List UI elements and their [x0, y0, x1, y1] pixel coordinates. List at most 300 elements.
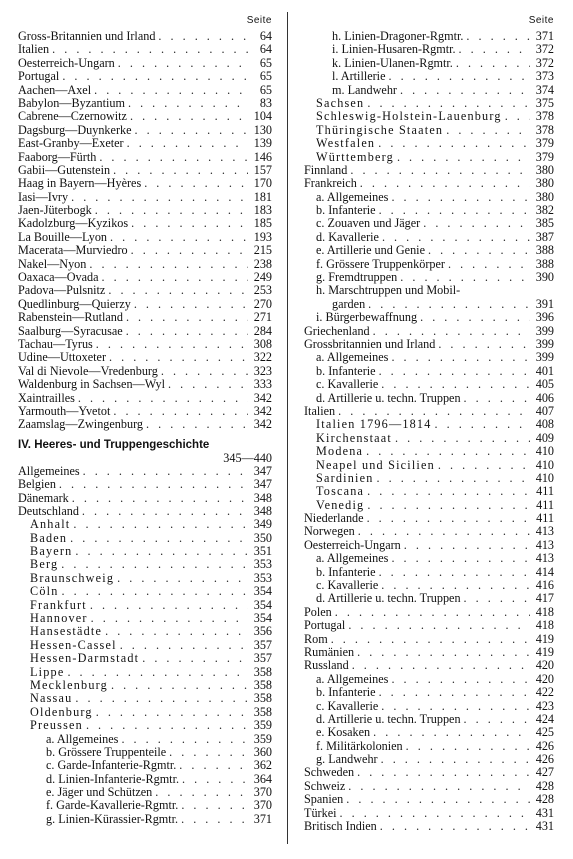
dot-leader	[125, 97, 248, 110]
dot-leader	[91, 84, 248, 97]
dot-leader	[178, 799, 248, 812]
entry-label: e. Jäger und Schützen	[46, 785, 153, 800]
dot-leader	[110, 405, 248, 418]
entry-label: Mecklenburg	[30, 677, 108, 692]
dot-leader	[328, 633, 530, 646]
index-entry	[304, 110, 554, 123]
entry-label: Gross-Britannien und Irland	[18, 29, 156, 43]
entry-page-number: 396	[535, 310, 554, 325]
entry-page-number: 371	[253, 811, 272, 826]
entry-label: Cabrene—Czernowitz	[18, 109, 127, 124]
entry-page-number: 370	[253, 798, 272, 813]
entry-page-number: 424	[535, 711, 554, 726]
entry-label: Sardinien	[316, 470, 374, 485]
dot-leader	[80, 465, 248, 478]
entry-page-number: 348	[253, 490, 272, 505]
index-entry	[18, 478, 272, 491]
entry-label: Venedig	[316, 497, 365, 512]
index-entry	[304, 646, 554, 659]
entry-label: g. Fremdtruppen	[316, 270, 398, 285]
entry-page-number: 146	[253, 149, 272, 164]
dot-leader	[87, 599, 248, 612]
entry-label: Val di Nievole—Vredenburg	[18, 363, 158, 378]
entry-label: g. Linien-Kürassier-Rgmtr.	[46, 811, 179, 826]
entry-page-number: 405	[535, 377, 554, 392]
entry-label: Deutschland	[18, 503, 79, 518]
entry-page-number: 130	[253, 122, 272, 137]
index-entry	[304, 445, 554, 458]
index-entry	[18, 813, 272, 826]
dot-leader	[376, 686, 530, 699]
entry-page-number: 342	[253, 403, 272, 418]
dot-leader	[49, 43, 248, 56]
entry-page-number: 238	[253, 256, 272, 271]
dot-leader	[364, 97, 530, 110]
index-entry	[304, 258, 554, 271]
entry-label: Aachen—Axel	[18, 82, 92, 97]
entry-label: f. Grössere Truppenkörper	[316, 256, 445, 271]
entry-page-number: 64	[259, 42, 272, 57]
entry-page-number: 378	[535, 122, 554, 137]
entry-page-number: 348	[253, 503, 272, 518]
index-entry	[18, 612, 272, 625]
entry-page-number: 372	[535, 42, 554, 57]
entry-label: Oesterreich-Ungarn	[18, 55, 115, 70]
dot-leader	[345, 619, 530, 632]
entry-page-number: 358	[253, 691, 272, 706]
dot-leader	[105, 284, 248, 297]
index-entry	[18, 492, 272, 505]
dot-leader	[357, 177, 530, 190]
dot-leader	[347, 164, 530, 177]
entry-label: Britisch Indien	[304, 819, 377, 834]
dot-leader	[117, 639, 248, 652]
entry-page-number: 427	[535, 765, 554, 780]
dot-leader	[463, 30, 530, 43]
dot-leader	[102, 625, 248, 638]
entry-label: Tachau—Tyrus	[18, 336, 93, 351]
entry-page-number: 322	[253, 350, 272, 365]
entry-label: Toscana	[316, 484, 365, 499]
index-entry	[304, 606, 554, 619]
entry-page-number: 413	[535, 537, 554, 552]
index-entry	[18, 351, 272, 364]
entry-label: f. Militärkolonien	[316, 738, 403, 753]
index-entry	[18, 773, 272, 786]
dot-leader	[88, 612, 248, 625]
entry-label: Faaborg—Fürth	[18, 149, 97, 164]
entry-page-number: 380	[535, 162, 554, 177]
index-entry	[18, 599, 272, 612]
index-entry	[304, 552, 554, 565]
dot-leader	[335, 405, 530, 418]
entry-page-number: 425	[535, 725, 554, 740]
entry-page-number: 399	[535, 336, 554, 351]
dot-leader	[388, 552, 530, 565]
entry-page-number: 420	[535, 658, 554, 673]
dot-leader	[123, 325, 248, 338]
entry-label: Finnland	[304, 162, 348, 177]
entry-page-number: 362	[253, 758, 272, 773]
entry-page-number: 379	[535, 149, 554, 164]
index-entry	[18, 43, 272, 56]
entry-label: d. Artillerie u. techn. Truppen	[316, 711, 461, 726]
entry-label: Cöln	[30, 584, 59, 599]
entry-page-number: 399	[535, 323, 554, 338]
dot-leader	[435, 338, 530, 351]
entry-page-number: 428	[535, 792, 554, 807]
entry-label: Westfalen	[316, 136, 376, 151]
entry-label: k. Linien-Ulanen-Rgmtr.	[332, 55, 453, 70]
entry-page-number: 380	[535, 176, 554, 191]
dot-leader	[445, 258, 530, 271]
entry-page-number: 349	[253, 517, 272, 532]
entry-label: d. Kavallerie	[316, 229, 379, 244]
entry-page-number: 356	[253, 624, 272, 639]
index-entry	[304, 659, 554, 672]
entry-page-number: 215	[253, 243, 272, 258]
index-entry	[18, 692, 272, 705]
entry-label: b. Infanterie	[316, 363, 376, 378]
entry-label: Xaintrailles	[18, 390, 75, 405]
dot-leader	[83, 719, 248, 732]
entry-label: Hessen-Darmstadt	[30, 651, 140, 666]
entry-page-number: 378	[535, 109, 554, 124]
entry-page-number: 420	[535, 671, 554, 686]
index-entry	[304, 499, 554, 512]
index-entry	[18, 137, 272, 150]
dot-leader	[92, 204, 248, 217]
dot-leader	[132, 124, 248, 137]
dot-leader	[370, 726, 530, 739]
section-page-range: 345—440	[223, 450, 272, 465]
index-entry	[18, 759, 272, 772]
index-entry	[304, 351, 554, 364]
index-entry	[304, 97, 554, 110]
index-entry	[18, 733, 272, 746]
entry-page-number: 418	[535, 604, 554, 619]
dot-leader	[401, 539, 530, 552]
dot-leader	[158, 365, 248, 378]
dot-leader	[394, 151, 530, 164]
index-entry	[18, 572, 272, 585]
entry-page-number: 342	[253, 417, 272, 432]
entry-label: Allgemeines	[18, 463, 80, 478]
dot-leader	[106, 351, 248, 364]
dot-leader	[443, 124, 530, 137]
entry-page-number: 416	[535, 578, 554, 593]
entry-label: Iasi—Ivry	[18, 189, 69, 204]
entry-label: Württemberg	[316, 149, 394, 164]
dot-leader	[397, 271, 530, 284]
entry-label: Thüringische Staaten	[316, 122, 444, 137]
entry-page-number: 353	[253, 557, 272, 572]
entry-label: i. Linien-Husaren-Rgmtr.	[332, 42, 456, 57]
index-entry	[304, 619, 554, 632]
index-entry	[18, 465, 272, 478]
dot-leader	[364, 499, 530, 512]
entry-label: Türkei	[304, 805, 337, 820]
index-entry	[304, 164, 554, 177]
entry-page-number: 185	[253, 216, 272, 231]
entry-page-number: 181	[253, 189, 272, 204]
dot-leader	[378, 378, 530, 391]
entry-label: Rabenstein—Rutland	[18, 310, 123, 325]
entry-label: d. Artillerie u. techn. Truppen	[316, 591, 461, 606]
dot-leader	[417, 311, 530, 324]
entry-label: Griechenland	[304, 323, 370, 338]
entry-page-number: 253	[253, 283, 272, 298]
index-entry	[18, 151, 272, 164]
index-entry	[18, 244, 272, 257]
entry-label: Italien	[304, 403, 336, 418]
dot-leader	[70, 518, 248, 531]
column-divider	[287, 12, 288, 844]
entry-label: Oaxaca—Ovada	[18, 270, 99, 285]
dot-leader	[370, 325, 530, 338]
entry-label: m. Landwehr	[332, 82, 397, 97]
entry-label: Waldenburg in Sachsen—Wyl	[18, 377, 165, 392]
index-entry	[304, 231, 554, 244]
entry-page-number: 390	[535, 270, 554, 285]
entry-label: Berg	[30, 557, 59, 572]
index-entry	[18, 191, 272, 204]
dot-leader	[365, 298, 530, 311]
index-entry	[18, 164, 272, 177]
entry-label: c. Kavallerie	[316, 377, 379, 392]
dot-leader	[56, 478, 248, 491]
entry-page-number: 401	[535, 363, 554, 378]
entry-label: Schleswig-Holstein-Lauenburg	[316, 109, 502, 124]
entry-page-number: 350	[253, 530, 272, 545]
index-entry	[18, 392, 272, 405]
entry-label: h. Marschtruppen und Mobil-	[316, 283, 461, 298]
entry-page-number: 323	[253, 363, 272, 378]
index-entry	[304, 686, 554, 699]
entry-page-number: 431	[535, 805, 554, 820]
entry-page-number: 347	[253, 463, 272, 478]
entry-label: Oesterreich-Ungarn	[304, 537, 401, 552]
dot-leader	[124, 137, 248, 150]
entry-label: Polen	[304, 604, 332, 619]
dot-leader	[378, 700, 530, 713]
index-entry	[304, 539, 554, 552]
entry-label: c. Garde-Infanterie-Rgmtr.	[46, 758, 177, 773]
dot-leader	[139, 652, 248, 665]
index-entry	[18, 746, 272, 759]
index-entry	[304, 177, 554, 190]
entry-label: Nakel—Nyon	[18, 256, 87, 271]
dot-leader	[69, 492, 248, 505]
entry-label: d. Linien-Infanterie-Rgmtr.	[46, 771, 180, 786]
entry-page-number: 388	[535, 243, 554, 258]
entry-page-number: 411	[536, 511, 554, 526]
index-entry	[18, 325, 272, 338]
entry-label: La Bouille—Lyon	[18, 229, 108, 244]
entry-page-number: 358	[253, 664, 272, 679]
entry-page-number: 364	[253, 771, 272, 786]
entry-page-number: 372	[535, 55, 554, 70]
entry-page-number: 65	[259, 69, 272, 84]
index-entry	[18, 518, 272, 531]
dot-leader	[155, 30, 248, 43]
index-entry	[304, 244, 554, 257]
entry-page-number: 357	[253, 651, 272, 666]
index-entry	[18, 625, 272, 638]
index-entry	[304, 137, 554, 150]
entry-label: East-Granby—Exeter	[18, 136, 124, 151]
entry-label: Dagsburg—Duynkerke	[18, 122, 132, 137]
index-entry	[18, 719, 272, 732]
entry-page-number: 183	[253, 203, 272, 218]
entry-page-number: 65	[259, 82, 272, 97]
dot-leader	[178, 813, 248, 826]
index-entry	[18, 57, 272, 70]
dot-leader	[403, 740, 530, 753]
dot-leader	[86, 258, 248, 271]
index-entry	[304, 70, 554, 83]
index-entry	[304, 793, 554, 806]
dot-leader	[165, 378, 248, 391]
dot-leader	[67, 532, 248, 545]
entry-page-number: 308	[253, 336, 272, 351]
dot-leader	[375, 137, 530, 150]
index-entry	[304, 713, 554, 726]
index-entry	[304, 271, 554, 284]
entry-label: Hansestädte	[30, 624, 103, 639]
index-entry	[304, 418, 554, 431]
index-entry	[18, 217, 272, 230]
index-entry	[304, 217, 554, 230]
entry-label: Macerata—Murviedro	[18, 243, 128, 258]
index-entry	[304, 284, 554, 297]
dot-leader	[93, 706, 248, 719]
entry-label: a. Allgemeines	[316, 551, 389, 566]
entry-label: Quedlinburg—Quierzy	[18, 296, 131, 311]
left-column	[18, 14, 272, 826]
entry-page-number: 426	[535, 738, 554, 753]
dot-leader	[114, 572, 248, 585]
index-entry	[18, 204, 272, 217]
entry-page-number: 359	[253, 731, 272, 746]
entry-label: a. Allgemeines	[316, 189, 389, 204]
entry-label: Zaamslag—Zwingenburg	[18, 417, 144, 432]
entry-page-number: 388	[535, 256, 554, 271]
entry-label: Rom	[304, 631, 328, 646]
dot-leader	[79, 505, 248, 518]
entry-page-number: 193	[253, 229, 272, 244]
index-entry	[304, 298, 554, 311]
entry-page-number: 157	[253, 162, 272, 177]
dot-leader	[127, 110, 248, 123]
dot-leader	[58, 558, 248, 571]
index-entry	[18, 558, 272, 571]
dot-leader	[376, 204, 530, 217]
dot-leader	[453, 57, 530, 70]
entry-label: Modena	[316, 444, 364, 459]
index-entry	[304, 820, 554, 833]
dot-leader	[107, 231, 248, 244]
seite-header-left: Seite	[246, 15, 272, 26]
index-entry	[18, 378, 272, 391]
entry-label: Haag in Bayern—Hyères	[18, 176, 142, 191]
entry-label: Anhalt	[30, 517, 71, 532]
index-entry	[304, 338, 554, 351]
index-entry	[304, 311, 554, 324]
dot-leader	[376, 566, 530, 579]
entry-label: Baden	[30, 530, 68, 545]
entry-page-number: 417	[535, 591, 554, 606]
index-entry	[304, 378, 554, 391]
entry-label: Portugal	[304, 618, 346, 633]
dot-leader	[108, 679, 248, 692]
entry-label: Portugal	[18, 69, 60, 84]
dot-leader	[115, 57, 248, 70]
dot-leader	[143, 418, 248, 431]
index-entry	[18, 298, 272, 311]
entry-page-number: 375	[535, 95, 554, 110]
index-entry	[304, 204, 554, 217]
entry-page-number: 414	[535, 564, 554, 579]
entry-page-number: 422	[535, 685, 554, 700]
index-entry	[18, 405, 272, 418]
index-entry	[304, 84, 554, 97]
dot-leader	[456, 43, 530, 56]
entry-label: Bayern	[30, 544, 73, 559]
dot-leader	[179, 773, 248, 786]
entry-label: b. Infanterie	[316, 564, 376, 579]
index-entry	[304, 151, 554, 164]
entry-page-number: 170	[253, 176, 272, 191]
entry-page-number: 249	[253, 270, 272, 285]
entry-page-number: 379	[535, 136, 554, 151]
index-entry	[18, 97, 272, 110]
entry-page-number: 354	[253, 597, 272, 612]
index-entry	[18, 84, 272, 97]
index-entry	[18, 799, 272, 812]
entry-page-number: 271	[253, 310, 272, 325]
entry-page-number: 411	[536, 484, 554, 499]
dot-leader	[364, 485, 530, 498]
entry-page-number: 64	[259, 29, 272, 43]
dot-leader	[75, 392, 248, 405]
index-entry	[304, 766, 554, 779]
entry-label: Hannover	[30, 611, 88, 626]
entry-page-number: 419	[535, 644, 554, 659]
entry-page-number: 418	[535, 618, 554, 633]
entry-label: c. Kavallerie	[316, 698, 379, 713]
dot-leader	[59, 585, 248, 598]
index-entry	[304, 592, 554, 605]
entry-label: b. Infanterie	[316, 203, 376, 218]
index-entry	[304, 57, 554, 70]
index-entry	[304, 459, 554, 472]
entry-label: e. Artillerie und Genie	[316, 243, 425, 258]
dot-leader	[332, 606, 530, 619]
dot-leader	[378, 753, 530, 766]
index-entry	[304, 525, 554, 538]
entry-label: Babylon—Byzantium	[18, 95, 125, 110]
index-entry	[304, 392, 554, 405]
entry-page-number: 409	[535, 430, 554, 445]
entry-label: Schweden	[304, 765, 355, 780]
dot-leader	[425, 244, 530, 257]
dot-leader	[388, 673, 530, 686]
entry-page-number: 410	[535, 470, 554, 485]
entry-page-number: 360	[253, 744, 272, 759]
index-entry	[304, 124, 554, 137]
entry-page-number: 373	[535, 69, 554, 84]
